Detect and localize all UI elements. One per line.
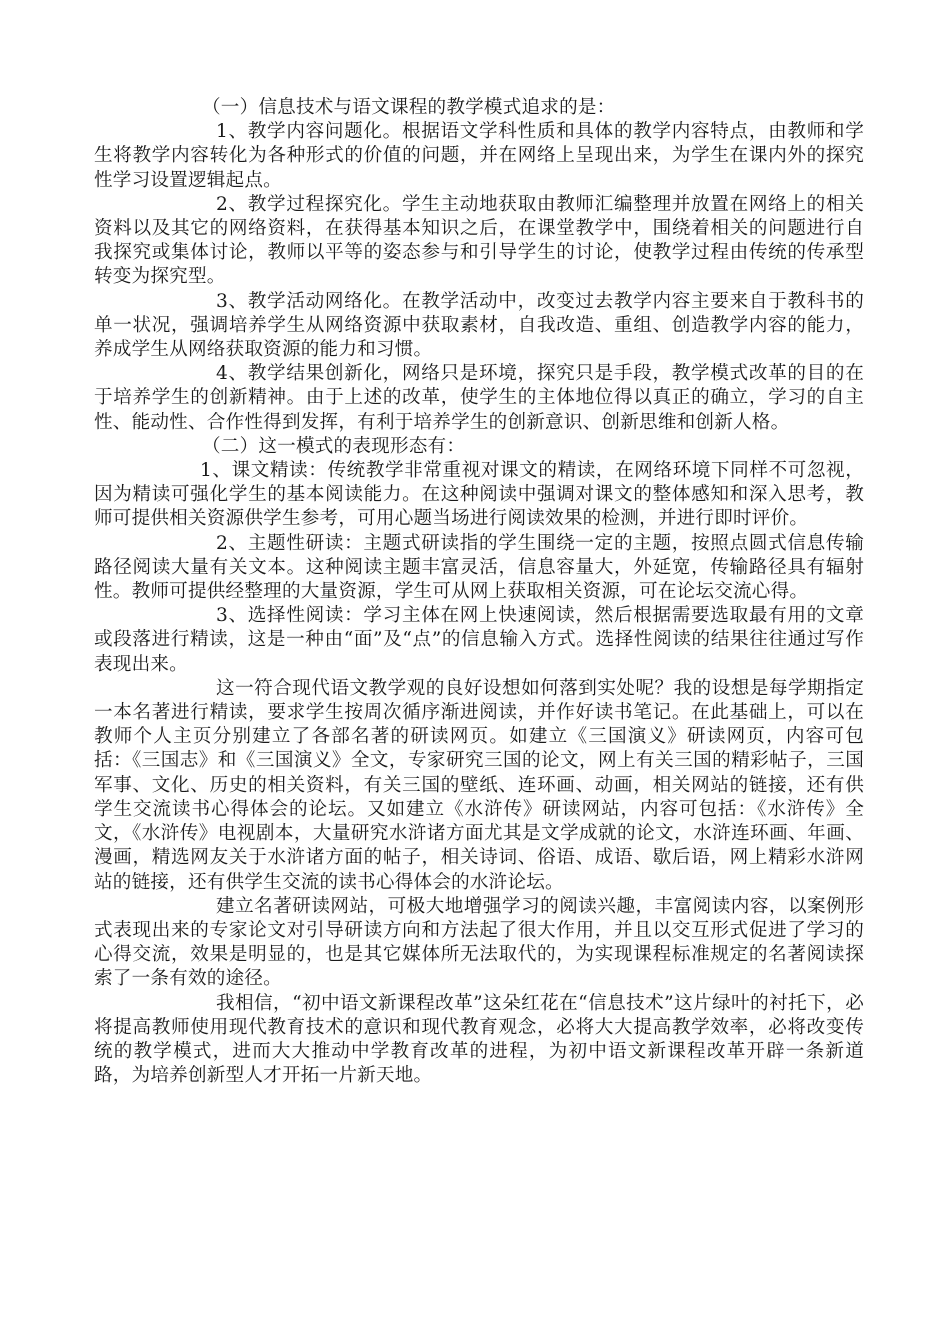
paragraph-form-2: 2、主题性研读：主题式研读指的学生围绕一定的主题，按照点圆式信息传输路径阅读大量有关文本。这种阅读主题丰富灵活，信息容量大，外延宽，传输路径具有辐射性。教师可提供经整理的大量资源，学生可从网上获取相关资源，可在论坛交流心得。 [94,532,864,603]
section-heading-2: （二）这一模式的表现形态有： [202,435,466,457]
paragraph-benefits: 建立名著研读网站，可极大地增强学习的阅读兴趣，丰富阅读内容，以案例形式表现出来的专家论文对引导研读方向和方法起了很大作用，并且以交互形式促进了学习的心得交流，效果是明显的，也是其它媒体所无法取代的，为实现课程标准规定的名著阅读探索了一条有效的途径。 [94,895,864,990]
paragraph-item-3: 3、教学活动网络化。在教学活动中，改变过去教学内容主要来自于教科书的单一状况，强调培养学生从网络资源中获取素材，自我改造、重组、创造教学内容的能力，养成学生从网络获取资源的能力和习惯。 [94,290,864,361]
paragraph-item-2: 2、教学过程探究化。学生主动地获取由教师汇编整理并放置在网络上的相关资料以及其它的网络资料，在获得基本知识之后，在课堂教学中，围绕着相关的问题进行自我探究或集体讨论，教师以平等的姿态参与和引导学生的讨论，使教学过程由传统的传承型转变为探究型。 [94,193,864,288]
paragraph-item-1: 1、教学内容问题化。根据语文学科性质和具体的教学内容特点，由教师和学生将教学内容转化为各种形式的价值的问题，并在网络上呈现出来，为学生在课内外的探究性学习设置逻辑起点。 [94,121,864,191]
paragraph-form-3: 3、选择性阅读：学习主体在网上快速阅读，然后根据需要选取最有用的文章或段落进行精读，这是一种由“面”及“点”的信息输入方式。选择性阅读的结果往往通过写作表现出来。 [94,605,864,675]
paragraph-implementation: 这一符合现代语文教学观的良好设想如何落到实处呢？我的设想是每学期指定一本名著进行精读，要求学生按周次循序渐进阅读，并作好读书笔记。在此基础上，可以在教师个人主页分别建立了各部名著的研读网页。如建立《三国演义》研读网页，内容可包括：《三国志》和《三国演义》全文，专家研究三国的论文，网上有关三国的精彩帖子，三国军事、文化、历史的相关资料，有关三国的壁纸、连环画、动画，相关网站的链接，还有供学生交流读书心得体会的论坛。又如建立《水浒传》研读网站，内容可包括：《水浒传》全文，《水浒传》电视剧本，大量研究水浒诸方面尤其是文学成就的论文，水浒连环画、年画、漫画，精选网友关于水浒诸方面的帖子，相关诗词、俗语、成语、歇后语，网上精彩水浒网站的链接，还有供学生交流的读书心得体会的水浒论坛。 [94,677,864,893]
section-heading-1: （一）信息技术与语文课程的教学模式追求的是： [202,97,616,118]
paragraph-form-1: 1、课文精读：传统教学非常重视对课文的精读，在网络环境下同样不可忽视，因为精读可强化学生的基本阅读能力。在这种阅读中强调对课文的整体感知和深入思考，教师可提供相关资源供学生参考，可用心题当场进行阅读效果的检测，并进行即时评价。 [94,460,864,530]
paragraph-item-4: 4、教学结果创新化，网络只是环境，探究只是手段，教学模式改革的目的在于培养学生的创新精神。由于上述的改革，使学生的主体地位得以真正的确立，学习的自主性、能动性、合作性得到发挥，有利于培养学生的创新意识、创新思维和创新人格。 [94,363,864,433]
paragraph-conclusion: 我相信，“初中语文新课程改革”这朵红花在“信息技术”这片绿叶的衬托下，必将提高教师使用现代教育技术的意识和现代教育观念，必将大大提高教学效率，必将改变传统的教学模式，进而大大推动中学教育改革的进程，为初中语文新课程改革开辟一条新道路，为培养创新型人才开拓一片新天地。 [94,992,864,1087]
document-body [94,96,864,1088]
